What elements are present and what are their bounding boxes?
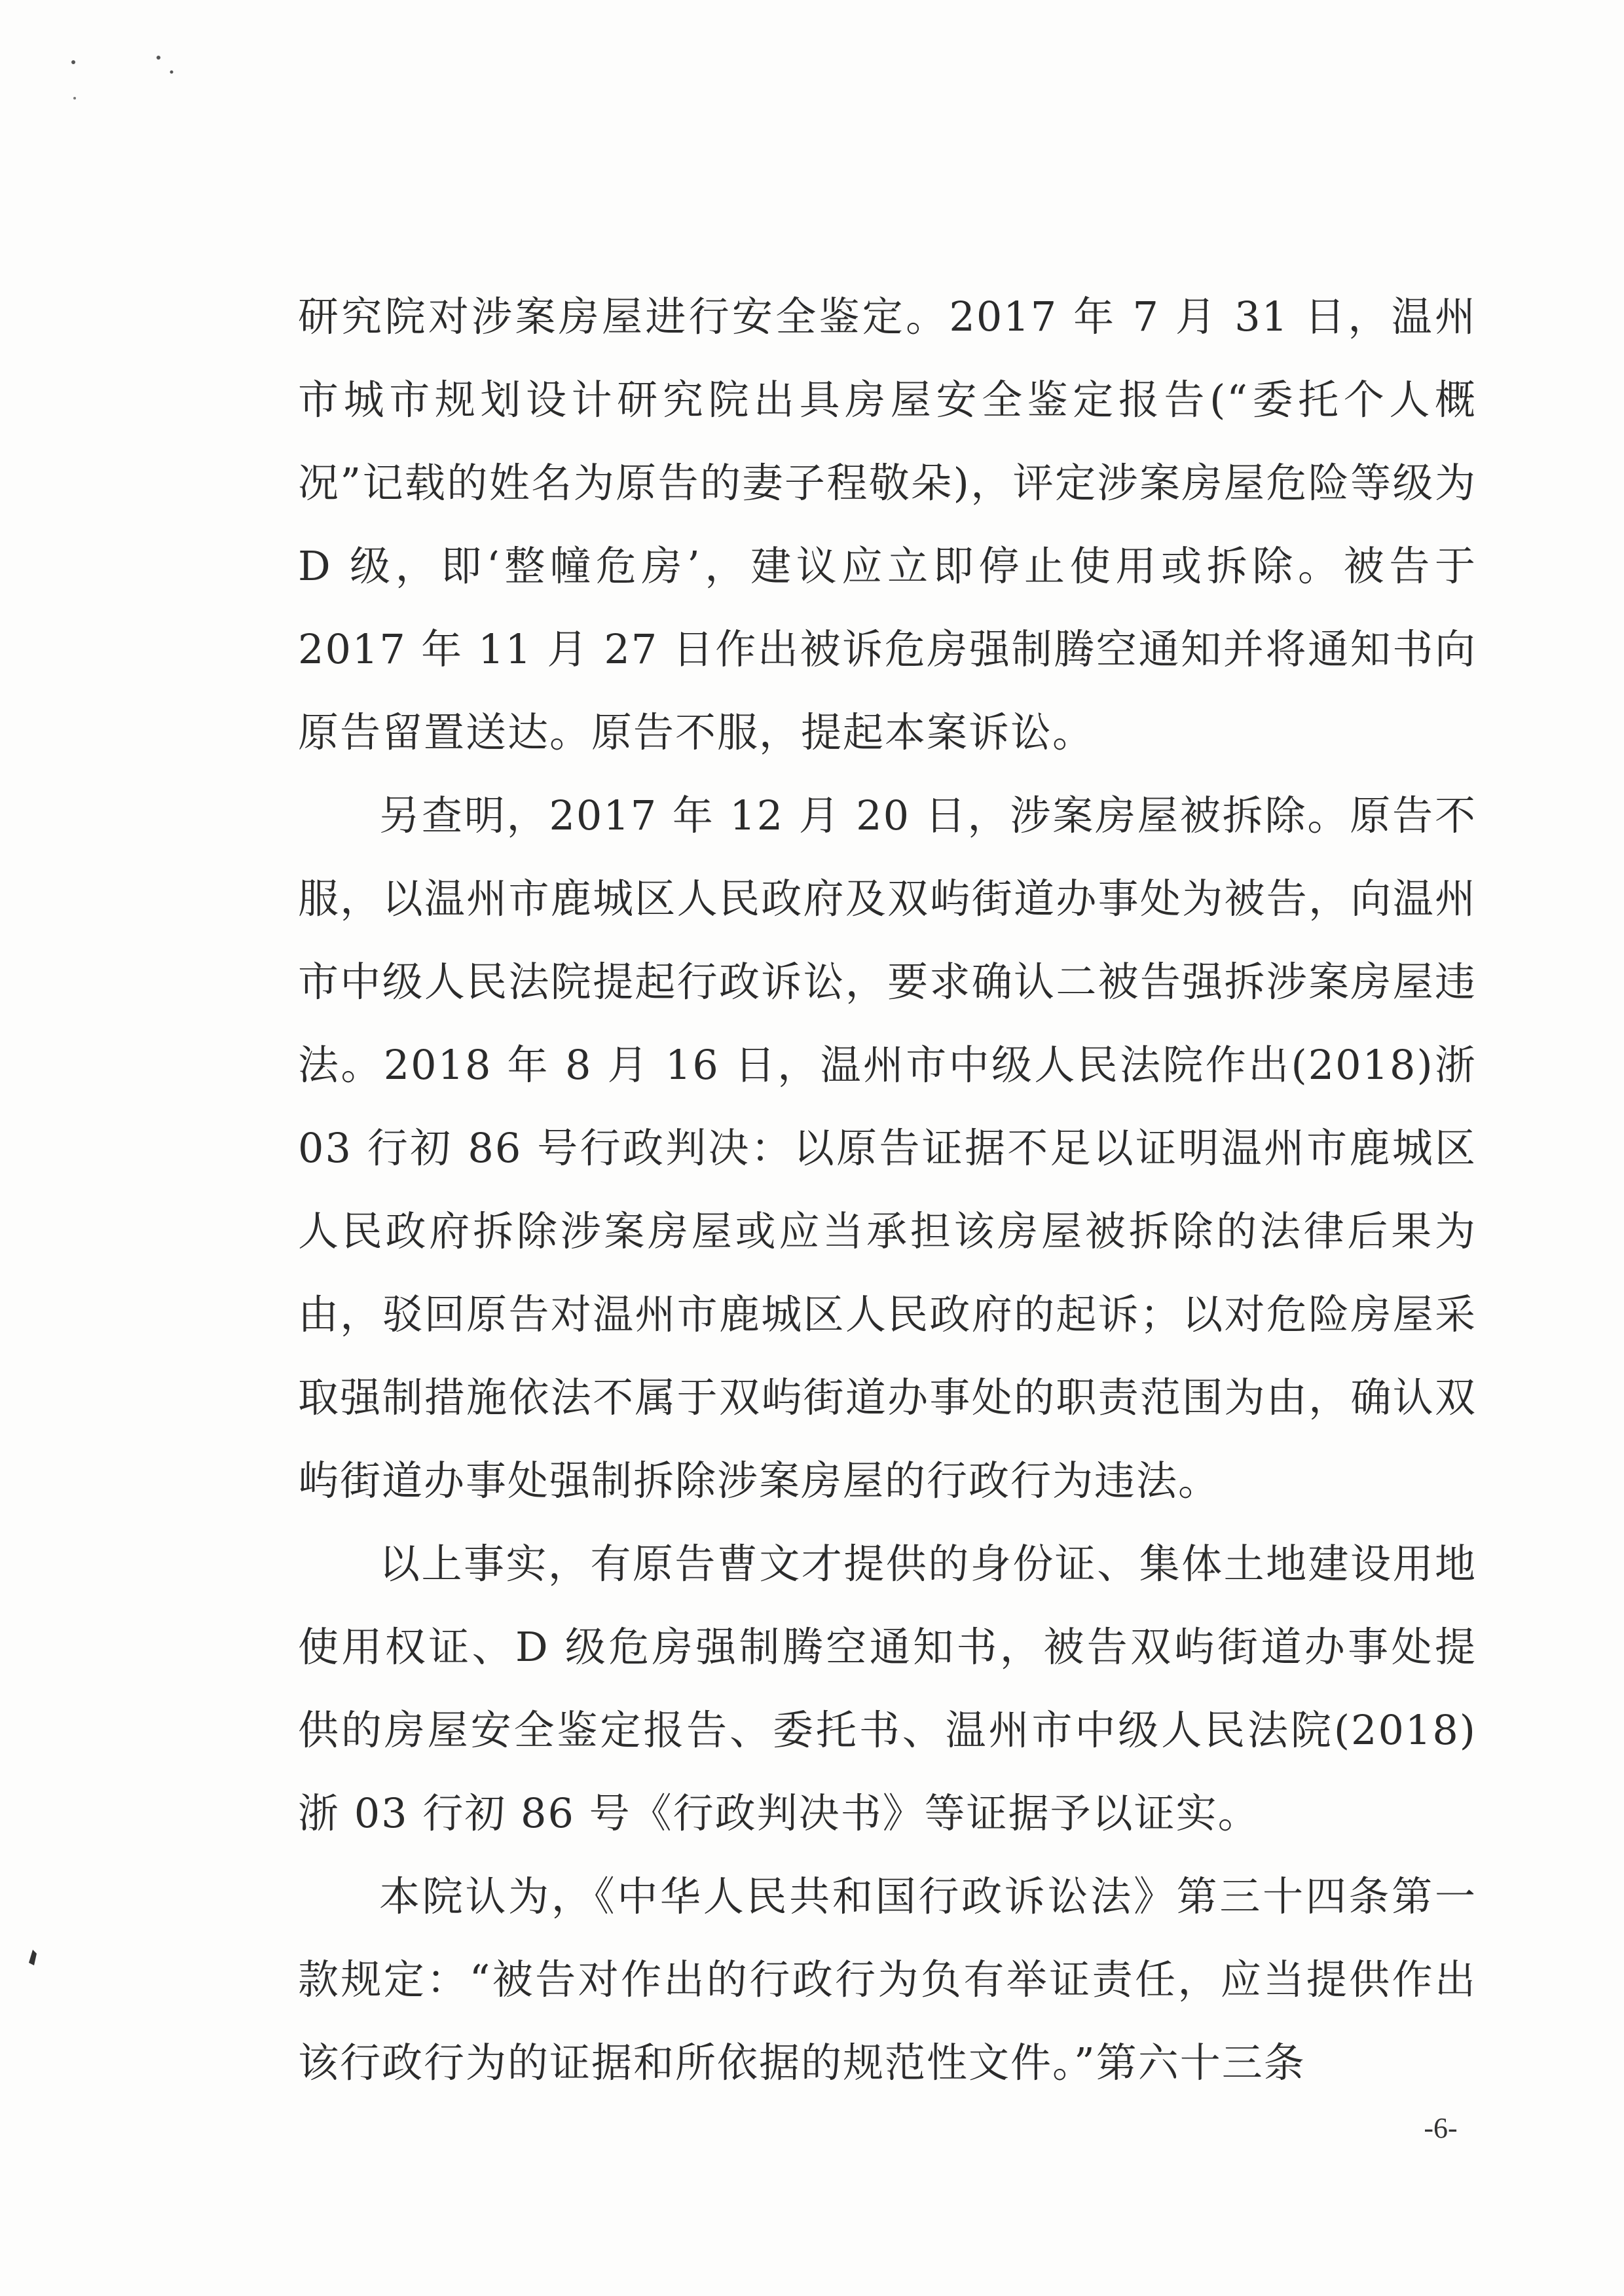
page-number: -6- — [1424, 2112, 1458, 2144]
paragraph-further-facts: 另查明，2017 年 12 月 20 日，涉案房屋被拆除。原告不服，以温州市鹿城区人民政府及双屿街道办事处为被告，向温州市中级人民法院提起行政诉讼，要求确认二被告强拆涉案房屋违法。2018 年 8 月 16 日，温州市中级人民法院作出(2018)浙 03 行初 86 号行政判决：以原告证据不足以证明温州市鹿城区人民政府拆除涉案房屋或应当承担该房屋被拆除的法律后果为由，驳回原告对温州市鹿城区人民政府的起诉；以对危险房屋采取强制措施依法不属于双屿街道办事处的职责范围为由，确认双屿街道办事处强制拆除涉案房屋的行政行为违法。 — [298, 792, 1477, 1504]
scan-speck — [29, 1950, 37, 1965]
scan-speck — [157, 56, 160, 60]
paragraph-court-opinion: 本院认为，《中华人民共和国行政诉讼法》第三十四条第一款规定：“被告对作出的行政行为负有举证责任，应当提供作出该行政行为的证据和所依据的规范性文件。”第六十三条 — [298, 1872, 1477, 2086]
scan-speck — [73, 97, 76, 100]
scan-speck — [170, 71, 174, 74]
paragraph-appraisal: 研究院对涉案房屋进行安全鉴定。2017 年 7 月 31 日，温州市城市规划设计研究院出具房屋安全鉴定报告(“委托个人概况”记载的姓名为原告的妻子程敬朵)，评定涉案房屋危险等级为 D 级，即‘整幢危房’，建议应立即停止使用或拆除。被告于 2017 年 11 月 27 日作出被诉危房强制腾空通知并将通知书向原告留置送达。原告不服，提起本案诉讼。 — [298, 293, 1477, 756]
scan-speck — [71, 60, 75, 64]
document-body — [298, 275, 1477, 2104]
paragraph-evidence: 以上事实，有原告曹文才提供的身份证、集体土地建设用地使用权证、D 级危房强制腾空通知书，被告双屿街道办事处提供的房屋安全鉴定报告、委托书、温州市中级人民法院(2018)浙 03 行初 86 号《行政判决书》等证据予以证实。 — [298, 1540, 1477, 1837]
